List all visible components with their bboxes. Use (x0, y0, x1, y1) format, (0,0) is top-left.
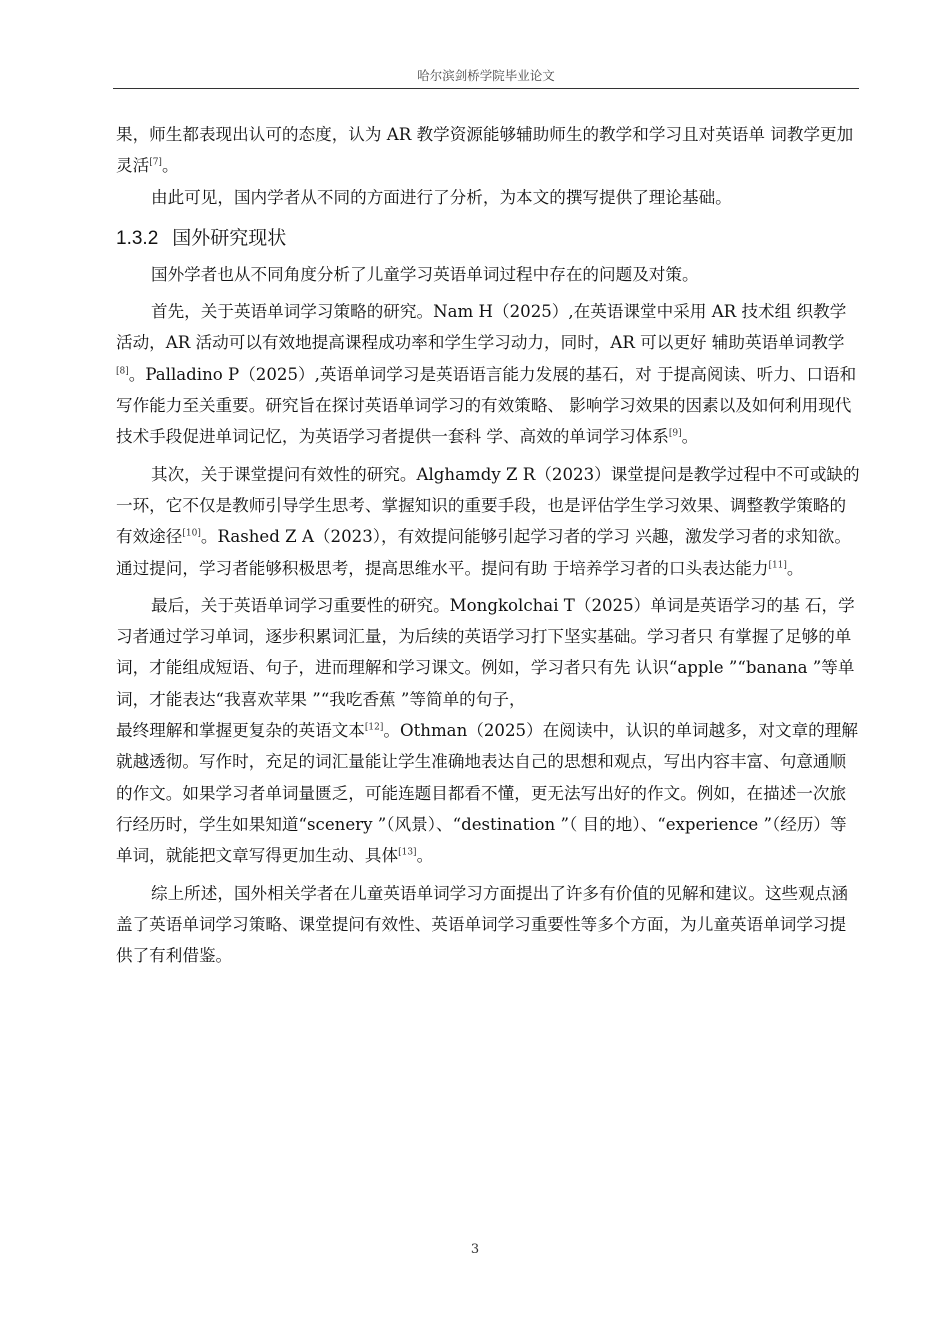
page-header: 哈尔滨剑桥学院毕业论文 (417, 68, 555, 83)
citation: [11] (768, 560, 787, 571)
citation: [7] (149, 157, 162, 168)
paragraph-text: 果，师生都表现出认可的态度，认为 AR 教学资源能够辅助师生的教学和学习且对英语单 词教学更加灵活 (116, 125, 854, 176)
paragraph-importance: 最后，关于英语单词学习重要性的研究。Mongkolchai T（2025）单词是英语学习的基 石，学习者通过学习单词，逐步积累词汇量，为后续的英语学习打下坚实基础。学习者只 有掌握了足够的单词，才能组成短语、句子，进而理解和学习课文。例如，学习者只有先 认识“apple ”“banana ”等单词，才能表达“我喜欢苹果 ”“我吃香蕉 ”等简单的句子， (116, 595, 855, 709)
section-number: 1.3.2 (116, 227, 159, 249)
page-number: 3 (470, 1242, 480, 1257)
paragraph-questioning: 其次，关于课堂提问有效性的研究。Alghamdy Z R（2023）课堂提问是教学过程中不可或缺的一环，它不仅是教师引导学生思考、掌握知识的重要手段，也是评估学生学习效果、调整教学策略的有效途径[10]。Rashed Z A（2023），有效提问能够引起学习者的学习 兴趣，激发学习者的求知欲。通过提问，学习者能够积极思考，提高思维水平。提问有助 于培养学习者的口头表达能力[11]。 (116, 464, 860, 578)
header-divider (113, 88, 859, 89)
section-heading (116, 222, 860, 255)
paragraph-conclusion: 综上所述，国外相关学者在儿童英语单词学习方面提出了许多有价值的见解和建议。这些观点涵盖了英语单词学习策略、课堂提问有效性、英语单词学习重要性等多个方面，为儿童英语单词学习提供了有利借鉴。 (116, 883, 848, 966)
citation: [9] (668, 428, 682, 439)
document-body (116, 119, 860, 971)
paragraph-importance-continued: 最终理解和掌握更复杂的英语文本[12]。Othman（2025）在阅读中，认识的单词越多，对文章的理解就越透彻。写作时，充足的词汇量能让学生准确地表达自己的思想和观点，写出内容丰富、句意通顺的作文。如果学习者单词量匮乏，可能连题目都看不懂，更无法写出好的作文。例如，在描述一次旅行经历时，学生如果知道“scenery ”（风景）、“destination ”（ 目的地）、“experience ”（经历）等单词，就能把文章写得更加生动、具体[13]。 (116, 721, 858, 866)
section-title: 国外研究现状 (172, 226, 287, 249)
citation: [8] (116, 366, 129, 377)
paragraph-summary-domestic: 由此可见，国内学者从不同的方面进行了分析，为本文的撰写提供了理论基础。 (151, 187, 732, 207)
paragraph-strategy: 首先，关于英语单词学习策略的研究。Nam H（2025）,在英语课堂中采用 AR 技术组 织教学活动，AR 活动可以有效地提高课程成功率和学生学习动力，同时，AR 可以更好 辅助英语单词教学[8]。Palladino P（2025）,英语单词学习是英语语言能力发展的基石，对 于提高阅读、听力、口语和写作能力至关重要。研究旨在探讨英语单词学习的有效策略、 影响学习效果的因素以及如何利用现代技术手段促进单词记忆，为英语学习者提供一套科 学、高效的单词学习体系[9]。 (116, 302, 857, 447)
citation: [12] (364, 722, 384, 733)
citation: [10] (182, 528, 201, 539)
citation: [13] (398, 847, 417, 858)
paragraph-intro: 国外学者也从不同角度分析了儿童学习英语单词过程中存在的问题及对策。 (151, 264, 699, 284)
paragraph-continuation: 果，师生都表现出认可的态度，认为 AR 教学资源能够辅助师生的教学和学习且对英语单 词教学更加灵活[7]。 (116, 125, 854, 176)
